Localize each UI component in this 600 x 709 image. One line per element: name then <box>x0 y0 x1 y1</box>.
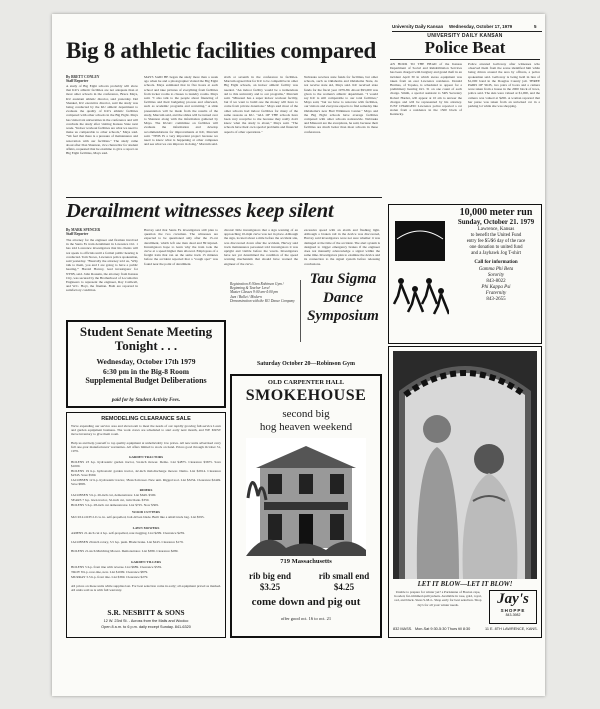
tau-line-1: Registration 8:30am Robinson Gym / Beginning & Teacher Level <box>230 282 284 291</box>
smokehouse-tag1: second big <box>282 408 330 420</box>
smokehouse-right2: $4.25 <box>333 582 355 592</box>
tau-schedule <box>230 282 296 322</box>
tau-sigma-ad <box>230 268 382 372</box>
clearance-l8: ARIENS 21-inch cut 4 h.p. self-propelled, rear-bagging. List $299. Clearance $239. <box>71 531 185 535</box>
story2-column-4: excessive speed with an alarm and flashing light. Although a broken rail in the device was discovered, Harvey said investigators were not sure whether it was damaged at the time of the accident. The alert system is designed to trigger emergency brakes if the engineer does not manually acknowledge a signal within the same time. Investigators plan to examine the device and its connection to the signal system before releasing conclusions. <box>304 228 380 266</box>
masthead-page: 5 <box>534 24 537 29</box>
jays-logo <box>489 590 537 624</box>
smokehouse-building-image <box>246 438 366 556</box>
jays-hours: Mon-Sat 9:30-5:30 Thurs till 8:30 <box>415 627 471 631</box>
clearance-l7: McCULLOCH 2.0 cu. in. self-propelled, bolt-driven blade. Built like a small truck bag. List $595. <box>71 515 205 519</box>
jays-brand2: SHOPPE <box>500 608 526 613</box>
meter-run-line1: to benefit the United Fund <box>470 233 522 238</box>
clearance-l12: TROY 8 h.p. rear-tine, new. List $1099. Clearance $879. <box>71 570 148 574</box>
story2-column-1: The attorney for the engineer and fireman involved in the Santa Fe train derailment in Lawrence Oct. 1 has told Lawrence investigators that his clients will not speak to officials until a formal public hearing is conducted. Tom Stowe, Lawrence police spokesman, said yesterday. "Basically the attorney told us, 'Why talk to them, you and I are going to have a public hearing,'" Harold Harvey, lead investigator for NTSB, said. John Roussin, the attorney from Kansas City, was secured by the Brotherhood of Locomotive Engineers to represent the engineer, Ray Caldwell, and W.C. Hoyt, the fireman. Both are reported in satisfactory condition. <box>66 238 138 293</box>
meter-run-g1p: 843-8022 <box>486 279 506 284</box>
meter-run-g2p: 843-2655 <box>486 297 506 302</box>
story1-column-1: A study of Big Eight schools probably will show that KU's athletic facilities are not adequate than at most other schools in the conference, Bruce Mays, KU assistant athletic director, said yesterday. Del Shankel, KU executive director, said the study was being conducted by the KU athletic department to evaluate the quality of KU's athletic facilities compared with other schools in the Big Eight. Mays has visited six universities in the conference and will conclude the study after visiting Kansas State next week. "Indoor workout facilities are what we need to make us comparable to other schools," Mays said. "We feel that there is a pressure of maintenance and renovation with our facilities." The study came about after Don Shannon, vice chancellor for student affairs, requested that he examine to give a report on Big Eight facilities, Mays said. <box>66 84 138 156</box>
clearance-l11: BOLENS 5 h.p. front tine with reverse. List $689. Clearance $539. <box>71 565 162 569</box>
police-column-2: Police arrested Galloway after witnesses who observed them from the scene identified him while being driven around the area by officers, a police spokesman said. Galloway is being held in lieu of $1,000 bond in the Douglas County jail. THREE PAIRS OF SKIS, two pairs of boots and a camera were taken from a house in the 2000 block of Iowa, police said. The skis were valued at $1,000, and the camera was valued at $200. A woman reported that her purse was taken from an unlocked car in a parking lot while she was shopping. <box>468 62 540 109</box>
story2-byline <box>66 228 138 236</box>
meter-run-date: Sunday, October 21. 1979 <box>457 218 535 226</box>
clearance-title: REMODELING CLEARANCE SALE <box>101 416 191 422</box>
clearance-h4: LAWN MOWERS <box>132 526 160 530</box>
story1-column-2: MAYS SAID HE began the study more than a week ago when he and a photographer visited the Big Eight schools. Mays estimated that in five hours at each school and take pictures of everything from facilities from locker rooms to classes to laundry rooms. Mays said. "I also talk to the people about financing of facilities and their budgeting process and afterward, such as academic programs and recruiting." A slide presentation will be made from the results of the study, Marcum said, and the slides will be turned over to Shannon along with the information gathered by Mays. The KUAC committee on facilities will evaluate the information and develop recommendations for improvements at KU, Marcum said. "THIS IS a very important project because we need to know what is happening at other campuses and see what we can improve in doing," Marcum said. <box>144 75 218 147</box>
senate-paid: paid for by Student Activity Fees. <box>111 398 181 403</box>
meter-run-line4: and a Jayhawk Jog T-shirt <box>471 251 521 256</box>
meter-run-line3: one donation to united fund <box>469 245 523 250</box>
smokehouse-right1: rib small end <box>318 571 370 581</box>
clearance-hours: Open 8 a.m. to 6 p.m. daily except Sunday. 841-6320 <box>101 625 191 629</box>
meter-run-g2b: Fraternity <box>485 291 507 296</box>
clearance-l6: BOLENS 5 h.p. 28-inch cut demonstrator. List $725. Now $509. <box>71 503 159 507</box>
smokehouse-left1: rib big end <box>248 571 291 581</box>
tau-line-2: Master Classes 9:00 am-4:00 pm <box>230 290 278 295</box>
police-title: Police Beat <box>424 38 506 57</box>
headline-derailment: Derailment witnesses keep silent <box>66 200 334 222</box>
newspaper-page <box>52 14 545 696</box>
meter-run-title: 10,000 meter run <box>459 207 533 218</box>
story1-column-4: Nebraska receives state funds for facilities, but other schools, such as Oklahoma and Oklahoma State, do not receive state aid, Mays said. KU received state funds for the fiscal year 1979-80. About $93,000 was given to the women's athletic department. "I would say KU is still comparable to our total facilities," Mays said, "but we have to renovate with facilities, our visitors and everyone expects to find someday like Oklahoma's new Bud Wilkinson Center." Mays and the Big Eight schools have average facilities compared with other schools nationwide. Nebraska and Missouri are the exceptions, he said, because their facilities are much better than most schools in these conferences. <box>304 75 378 134</box>
story2-byline-role: Staff Reporter <box>66 232 89 237</box>
clearance-h2: RIDERS <box>139 488 153 492</box>
clearance-h3: WOOD CUTTERS <box>132 510 160 514</box>
jays-body: Unable to prepare for winter yet? a Parisienne of Boston cape, hooded, fur-trimmed quilt jackets. Available in rose, gold, royal, red, and black. Sizes S-M-L. Shop early for best selection. Shop Jay's for all your winter needs. <box>394 590 482 607</box>
clearance-l5: SEARS 7 h.p. lawn tractor, 32-inch cut, twin blade. $350. <box>71 498 150 502</box>
meter-run-place: Lawrence, Kansas <box>477 227 515 232</box>
clearance-l3: JACOBSEN 12 h.p. hydrostatic tractor, 38-inch mower. New unit. Rigged tool. List $3254. Clearance $2449. Save $805. <box>71 478 221 487</box>
clearance-line2: Help us and help yourself to top quality equipment at unbelievably low prices. All new units advertised carry full one-year manufacturers' warranties. All offers limited to stock on hand. Prices good through October 31, 1979. <box>71 441 221 454</box>
clearance-l2: BOLENS 19 h.p. hydrostatic garden tractor, 42-inch mid-discharge mower. Demo. List $2914. Clearance $2345. Save $569. <box>71 469 221 478</box>
jays-phone: 843-3982 <box>505 613 521 617</box>
meter-run-line2: entry fee $5/$6 day of the race <box>466 239 526 244</box>
senate-when: Wednesday, October 17th 1979 <box>96 357 196 366</box>
meter-run-g2: Phi Kappa Psi <box>481 285 511 290</box>
smokehouse-name: SMOKEHOUSE <box>245 387 367 404</box>
clearance-l10: BOLENS 21-inch Mulching Mower. Demonstrator. List $389. Clearance $289. <box>71 549 179 553</box>
story1-column-3: sixth or seventh in the conference in facilities. Marcum agreed that for KU to be competitive in other Big Eight schools, an indoor athletic facility was needed. "An indoor facility would be a tremendous aid to this university and to our programs," Marcum said. "Missouri has a super indoor workout facility, but if we want to build one the money will have to come from private donations." Mays said most of the other schools had indoor facilities for many of the same reasons as KU. "ALL OF THE schools have been very receptive to me because they really don't know what the study is about," Mays said. "The schools have their own special problems and financial aspects of other operations." <box>224 75 298 134</box>
clearance-h5: GARDEN TILLERS <box>130 560 162 564</box>
clearance-intro: We're expanding our service area and showroom to meet the needs of our rapidly growing full-service Lawn and garden equipment business. The work crews are scheduled to start early next month, and WE MUST move inventory to give them room. <box>71 424 221 437</box>
smokehouse-tag3: come down and pig out <box>251 596 361 608</box>
meter-run-call: Call for information <box>474 260 518 265</box>
story2-column-3: chronic little investigators that a sign warning of an approaching 10-mph curve was not in place. Although the sign, located about a mile before the accident site, was discovered down after the accident, Harvey said track maintenance personnel told investigators it was upright and visible before the wreck. Investigators have not yet determined the condition of the speed warning mechanism that should have warned the engineer of the curve. <box>224 228 298 266</box>
clearance-h1: GARDEN TRACTORS <box>128 455 164 459</box>
jays-photo <box>393 351 537 579</box>
jays-address2: 11 E. 8TH LAWRENCE, KANS. <box>485 627 538 631</box>
masthead-date: Wednesday, October 17, 1979 <box>449 24 513 29</box>
meter-run-text <box>451 207 541 303</box>
clearance-l1: BOLENS 23 h.p. hydrostatic garden tractor, 54-inch mower. Demo. List $4875. Clearance $3675. Save $1000. <box>71 460 221 469</box>
jays-addr: 832 MASS. <box>393 627 413 631</box>
tau-title: Tau Sigma Dance Symposium <box>307 271 379 324</box>
clearance-footer: All prices on these units while supplies last. For best selection come in early; all equipment priced as marked. All units sold as is with full warranty. <box>71 584 221 593</box>
meter-run-ad <box>388 204 542 344</box>
smokehouse-address: 719 Massachusetts <box>280 558 332 565</box>
smokehouse-top: OLD CARPENTER HALL <box>267 379 345 386</box>
masthead-paper: University Daily Kansan <box>392 24 444 29</box>
senate-where: 6:30 pm in the Big-8 Room <box>102 367 190 376</box>
smokehouse-ad <box>230 374 382 638</box>
story1-byline-name: By BRETT CONLEY <box>66 75 100 79</box>
jays-headline: LET IT BLOW—LET IT BLOW! <box>417 581 513 588</box>
meter-run-g1b: Sorority <box>487 273 505 278</box>
senate-title: Student Senate Meeting Tonight . . . <box>79 324 213 353</box>
headline-athletic-facilities: Big 8 athletic facilities compared <box>66 38 377 63</box>
tau-line-4: Demonstration with the KU Dance Company <box>230 298 295 303</box>
clearance-l4: JACOBSEN 5 h.p. 26-inch cut, demonstrator. List $649. $500. <box>71 493 157 497</box>
police-header: UNIVERSITY DAILY KANSAN <box>427 33 503 39</box>
story2-byline-name: By MARK SPENCER <box>66 228 101 232</box>
tau-line-3: Jazz / Ballet / Modern <box>230 294 262 299</box>
senate-what: Supplemental Budget Deliberations <box>85 376 207 385</box>
clearance-addr: 12 W. 23rd St. - Across from the Malls and Woolco <box>103 619 189 623</box>
story1-byline <box>66 75 138 83</box>
tau-divider <box>300 280 301 342</box>
runners-image <box>391 219 449 339</box>
smokehouse-offer: offer good oct. 16 to oct. 21 <box>280 616 332 621</box>
clearance-l9: JACOBSEN 20-inch rotary, 3.5 h.p. push. Blade brake. List $245. Clearance $179. <box>71 540 184 544</box>
clearance-l13: MURRAY 3.5 h.p. front tine. List $369. Clearance $279. <box>71 575 149 579</box>
meter-run-g1: Gamma Phi Beta <box>478 267 514 272</box>
tau-date: Saturday October 20—Robinson Gym <box>256 361 356 367</box>
smokehouse-left2: $3.25 <box>259 582 281 592</box>
story1-byline-role: Staff Reporter <box>66 79 89 84</box>
jays-shoppe-ad <box>388 346 542 638</box>
student-senate-ad <box>66 320 226 408</box>
clearance-store: S.R. NESBITT & SONS <box>107 608 185 617</box>
jays-brand: Jay's <box>497 591 529 607</box>
smokehouse-tag2: hog heaven weekend <box>259 421 353 433</box>
police-column-1: AN HOUR TO THE HEAD of the Kansas Department of Social and Rehabilitation Services has been charged with burglary and grand theft in an incident April 30 in which stereo equipment was taken from an east Lawrence residence. Donald Hermes, of Topeka, is scheduled to appear for a preliminary hearing Oct. 31 on one count of each charge. Smith, a special assistant to SRS Secretary Robert Harder, will appear at 10 am to answer the charges and will be represented by his attorney. JUST CHARGED: Lawrence police reported a car stolen from a residence in the 1500 block of Kentucky. <box>390 62 462 117</box>
clearance-sale-ad <box>66 412 226 638</box>
story2-column-2: Harvey said that Santa Fe investigators still plan to question the two crewmen. The witnesses are expected to be questioned only after the 15-car derailment, which left one man dead and 89 injured. Investigators hope to learn why the train took the curve at a speed higher than allowed. Employees of a freight train that ran on the same track 15 minutes before the accident reported that a "rough spot" was found near the point of derailment. <box>144 228 218 266</box>
